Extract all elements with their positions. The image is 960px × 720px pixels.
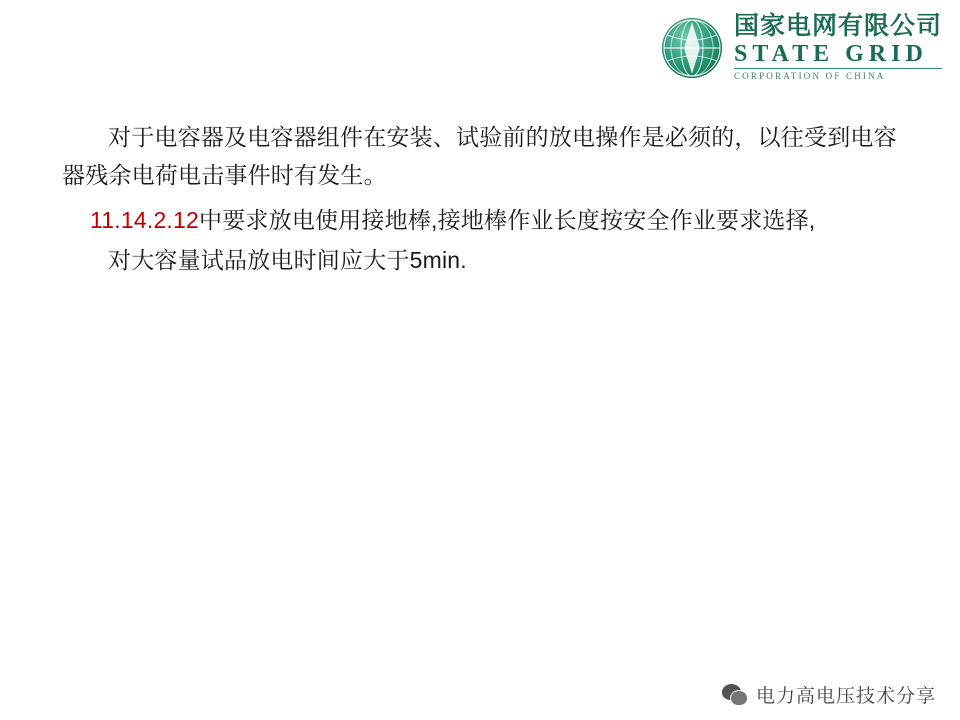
slide-body — [62, 118, 912, 280]
wechat-icon — [722, 684, 748, 706]
wechat-watermark — [722, 681, 936, 708]
paragraph-2-text: 中要求放电使用接地棒,接地棒作业长度按安全作业要求选择, — [199, 207, 816, 233]
state-grid-logo-text — [734, 14, 942, 81]
paragraph-3: 对大容量试品放电时间应大于5min. — [108, 247, 467, 273]
watermark-text: 电力高电压技术分享 — [755, 686, 936, 707]
state-grid-globe-icon — [660, 16, 724, 80]
logo-company-en: STATE GRID — [733, 41, 928, 67]
state-grid-logo — [660, 14, 942, 81]
logo-company-en-sub: CORPORATION OF CHINA — [733, 71, 886, 81]
paragraph-2 — [62, 200, 912, 240]
clause-reference: 11.14.2.12 — [90, 207, 200, 233]
paragraph-1: 对于电容器及电容器组件在安装、试验前的放电操作是必须的，以往受到电容器残余电荷电击事件时有发生。 — [62, 124, 897, 188]
logo-company-cn: 国家电网有限公司 — [733, 12, 942, 40]
logo-divider — [734, 68, 942, 69]
